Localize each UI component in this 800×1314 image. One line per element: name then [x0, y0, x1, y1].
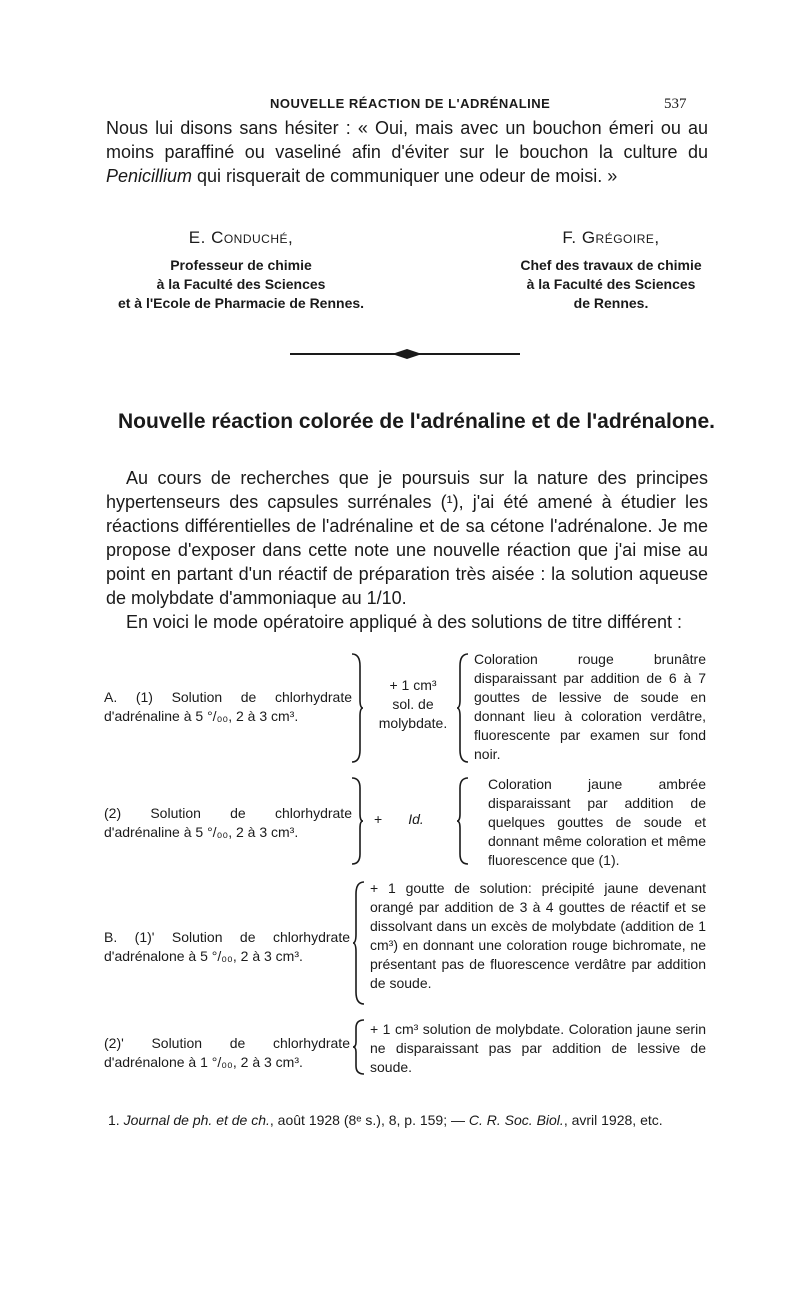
intro-text-end: qui risquerait de communiquer une odeur de moisi. » — [192, 166, 618, 186]
reaction-a1-reagent: + 1 cm³ sol. de molybdate. — [378, 677, 448, 731]
divider-ornament-icon — [392, 348, 422, 360]
brace-left-icon — [352, 1018, 366, 1076]
reaction-a2-solution: (2) Solution de chlorhydrate d'adrénaline à 5 °/₀₀, 2 à 3 cm³. — [104, 805, 352, 840]
signature-left-title: Professeur de chimie — [170, 257, 312, 273]
article-paragraph-1: Au cours de recherches que je poursuis sur la nature des principes hypertenseurs des capsules surrénales (¹), j'ai été amené à étudier les réactions différentielles de l'adrénaline et de sa cétone l'adrénalone. Je me propose d'exposer dans cette note une nouvelle réaction que j'ai mise au point en partant d'un réactif de préparation très aisée : la solution aqueuse de molybdate d'ammoniaque au 1/10. — [106, 468, 708, 608]
intro-italic-term: Penicillium — [106, 166, 193, 186]
reaction-a2-reagent: + Id. — [374, 811, 424, 827]
brace-left-icon — [456, 652, 470, 764]
page-number: 537 — [664, 96, 687, 112]
brace-right-icon — [350, 652, 364, 764]
brace-left-icon — [352, 880, 366, 1006]
brace-right-icon — [350, 776, 364, 866]
footnote-reference: C. R. Soc. Biol. — [468, 1112, 564, 1128]
reaction-a1-result: Coloration rouge brunâtre disparaissant par addition de 6 à 7 gouttes de lessive de soude en donnant lieu à coloration verdâtre, fluorescente par examen sur fond noir. — [474, 651, 706, 762]
signature-left-name: E. Conduché, — [188, 228, 294, 247]
signature-right-affiliation-2: de Rennes. — [573, 295, 649, 311]
signature-left-affiliation: à la Faculté des Sciences — [156, 276, 326, 292]
signature-right-affiliation: à la Faculté des Sciences — [526, 276, 696, 292]
article-paragraph-2: En voici le mode opératoire appliqué à des solutions de titre différent : — [126, 612, 683, 632]
reaction-b2-solution: (2)' Solution de chlorhydrate d'adrénalone à 1 °/₀₀, 2 à 3 cm³. — [104, 1035, 350, 1070]
reaction-a2-result: Coloration jaune ambrée disparaissant par addition de quelques gouttes de soude et donnant même coloration et même fluorescence que (1). — [488, 776, 706, 868]
signature-right-title: Chef des travaux de chimie — [520, 257, 702, 273]
reaction-b1-result: + 1 goutte de solution: précipité jaune devenant orangé par addition de 3 à 4 gouttes de réactif et se dissolvant dans un excès de molybdate (addition de 1 cm³) en donnant une coloration rouge bichromate, ne présentant pas de fluorescence verdâtre par addition de soude. — [370, 880, 706, 991]
signature-right — [500, 228, 722, 313]
running-head: NOUVELLE RÉACTION DE L'ADRÉNALINE — [270, 96, 551, 111]
signature-left — [92, 228, 390, 313]
footnote-journal: Journal de ph. et de ch. — [123, 1112, 270, 1128]
reaction-b2-result: + 1 cm³ solution de molybdate. Coloration jaune serin ne disparaissant pas par addition de lessive de soude. — [370, 1021, 706, 1075]
reaction-b1-solution: B. (1)' Solution de chlorhydrate d'adrénalone à 5 °/₀₀, 2 à 3 cm³. — [104, 929, 350, 964]
reaction-a1-solution: A. (1) Solution de chlorhydrate d'adrénaline à 5 °/₀₀, 2 à 3 cm³. — [104, 689, 352, 724]
brace-left-icon — [456, 776, 470, 866]
article-title: Nouvelle réaction colorée de l'adrénaline et de l'adrénalone. — [118, 410, 716, 433]
footnote: 1. Journal de ph. et de ch., août 1928 (8ᵉ s.), 8, p. 159; — C. R. Soc. Biol., avril 1928, etc. — [108, 1112, 663, 1128]
signature-left-affiliation-2: et à l'Ecole de Pharmacie de Rennes. — [117, 295, 365, 311]
intro-text-start: Nous lui disons sans hésiter : « Oui, mais avec un bouchon émeri ou au moins paraffiné ou vaseliné afin d'éviter sur le bouchon la culture du — [106, 118, 708, 162]
intro-paragraph — [106, 116, 708, 188]
signature-right-name: F. Grégoire, — [562, 228, 660, 247]
